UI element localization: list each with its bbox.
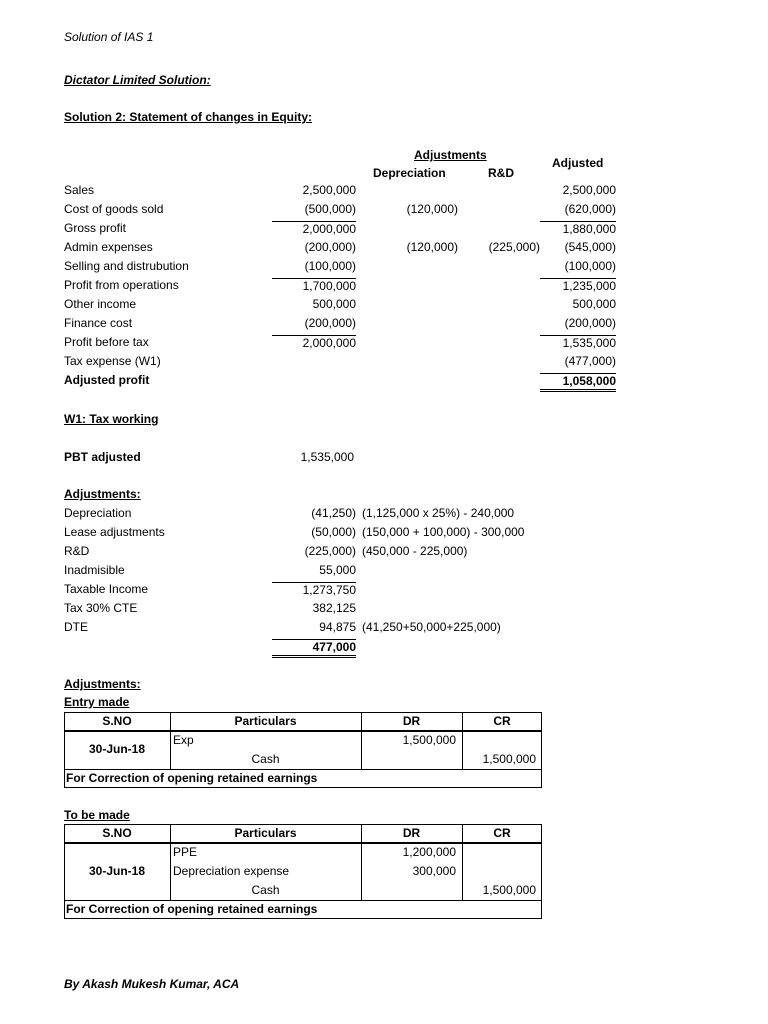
row-label: Profit from operations xyxy=(64,278,179,292)
w1-row-label: Inadmisible xyxy=(64,563,125,577)
header-divider xyxy=(64,842,542,844)
doc-title: Solution of IAS 1 xyxy=(64,30,154,44)
row-label: Gross profit xyxy=(64,221,127,235)
adjusted-value: 2,500,000 xyxy=(562,183,616,197)
journal1-subheading: Entry made xyxy=(64,695,130,709)
col-adjusted: Adjusted xyxy=(552,156,604,170)
company-heading: Dictator Limited Solution: xyxy=(64,73,211,87)
adjusted-value: (477,000) xyxy=(564,354,616,368)
particular: Depreciation expense xyxy=(173,864,290,878)
w1-row-note: (150,000 + 100,000) - 300,000 xyxy=(362,525,525,539)
row-label: Other income xyxy=(64,297,137,311)
original-value: (100,000) xyxy=(304,259,356,273)
w1-row-label: R&D xyxy=(64,544,90,558)
author-footer: By Akash Mukesh Kumar, ACA xyxy=(64,977,240,991)
w1-row-label: Taxable Income xyxy=(64,582,149,596)
section-heading: Solution 2: Statement of changes in Equity: xyxy=(64,110,313,124)
w1-row-note: (41,250+50,000+225,000) xyxy=(362,620,501,634)
original-value: 2,000,000 xyxy=(272,221,356,237)
adjustments-heading: Adjustments xyxy=(414,148,487,162)
entry-date: 30-Jun-18 xyxy=(88,742,146,756)
dr-amount: 1,200,000 xyxy=(402,845,456,859)
body-divider xyxy=(64,769,542,770)
w1-row-label: Tax 30% CTE xyxy=(64,601,138,615)
w1-row-value: 94,875 xyxy=(319,620,356,634)
adjusted-value: 500,000 xyxy=(572,297,616,311)
row-label: Sales xyxy=(64,183,95,197)
rd-value: (225,000) xyxy=(488,240,540,254)
header-divider xyxy=(64,730,542,732)
adjusted-value: 1,535,000 xyxy=(540,335,616,351)
original-value: 500,000 xyxy=(312,297,356,311)
adjusted-value: (100,000) xyxy=(564,259,616,273)
col-particulars: Particulars xyxy=(234,714,297,728)
adjusted-value: 1,880,000 xyxy=(540,221,616,237)
col-depreciation: Depreciation xyxy=(373,166,446,180)
entry-date: 30-Jun-18 xyxy=(88,863,146,878)
adjusted-value: (200,000) xyxy=(564,316,616,330)
adjusted-value: (545,000) xyxy=(564,240,616,254)
dr-amount: 1,500,000 xyxy=(402,733,456,747)
row-label: Admin expenses xyxy=(64,240,153,254)
w1-row-value: (225,000) xyxy=(304,544,356,558)
pbt-value: 1,535,000 xyxy=(300,450,354,464)
w1-row-value: (50,000) xyxy=(311,525,356,539)
w1-row-value: 1,273,750 xyxy=(272,582,356,598)
col-cr: CR xyxy=(493,714,511,728)
w1-total: 477,000 xyxy=(272,639,356,658)
row-label: Selling and distrubution xyxy=(64,259,189,273)
original-value: 2,000,000 xyxy=(272,335,356,351)
w1-row-note: (450,000 - 225,000) xyxy=(362,544,468,558)
w1-row-value: 382,125 xyxy=(312,601,356,615)
adjusted-value: 1,058,000 xyxy=(540,373,616,392)
w1-row-label: Lease adjustments xyxy=(64,525,165,539)
col-particulars: Particulars xyxy=(234,826,297,840)
body-divider xyxy=(64,900,542,901)
cr-amount: 1,500,000 xyxy=(482,883,536,897)
w1-row-note: (1,125,000 x 25%) - 240,000 xyxy=(362,506,515,520)
journal1-heading: Adjustments: xyxy=(64,677,141,691)
w1-row-label: Depreciation xyxy=(64,506,132,520)
adjusted-value: 1,235,000 xyxy=(540,278,616,294)
col-cr: CR xyxy=(493,826,511,840)
original-value: (200,000) xyxy=(304,316,356,330)
w1-adjustments-heading: Adjustments: xyxy=(64,487,141,501)
depreciation-value: (120,000) xyxy=(406,202,458,216)
row-label: Cost of goods sold xyxy=(64,202,164,216)
w1-row-value: 55,000 xyxy=(319,563,356,577)
narration: For Correction of opening retained earnings xyxy=(66,902,318,916)
narration: For Correction of opening retained earnings xyxy=(66,771,318,785)
particular: Cash xyxy=(251,883,280,897)
w1-heading: W1: Tax working xyxy=(64,412,159,426)
w1-row-value: (41,250) xyxy=(311,506,356,520)
col-dr: DR xyxy=(402,714,421,728)
original-value: 2,500,000 xyxy=(302,183,356,197)
particular: PPE xyxy=(173,845,198,859)
row-label: Adjusted profit xyxy=(64,373,150,387)
row-label: Profit before tax xyxy=(64,335,149,349)
col-sno: S.NO xyxy=(102,714,132,728)
particular: Exp xyxy=(173,733,194,747)
original-value: 1,700,000 xyxy=(272,278,356,294)
w1-row-label: DTE xyxy=(64,620,88,634)
row-label: Finance cost xyxy=(64,316,133,330)
col-sno: S.NO xyxy=(102,826,132,840)
col-rd: R&D xyxy=(488,166,514,180)
original-value: (500,000) xyxy=(304,202,356,216)
adjusted-value: (620,000) xyxy=(564,202,616,216)
journal2-subheading: To be made xyxy=(64,808,130,822)
dr-amount: 300,000 xyxy=(412,864,456,878)
depreciation-value: (120,000) xyxy=(406,240,458,254)
pbt-label: PBT adjusted xyxy=(64,450,141,464)
cr-amount: 1,500,000 xyxy=(482,752,536,766)
original-value: (200,000) xyxy=(304,240,356,254)
col-dr: DR xyxy=(402,826,421,840)
particular: Cash xyxy=(251,752,280,766)
row-label: Tax expense (W1) xyxy=(64,354,161,368)
